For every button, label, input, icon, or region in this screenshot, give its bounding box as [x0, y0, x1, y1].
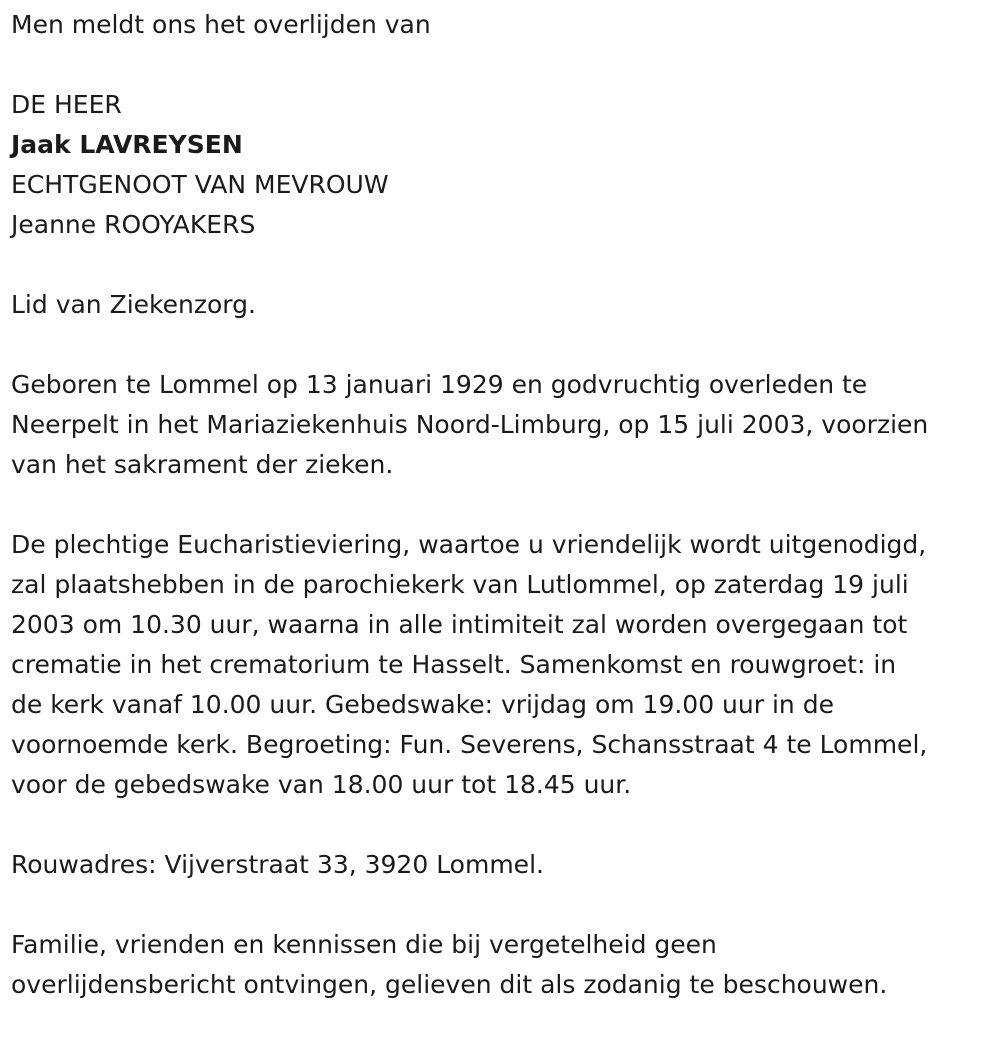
spacer	[11, 485, 996, 525]
intro-text: Men meldt ons het overlijden van	[11, 10, 431, 39]
paragraph-line: 2003 om 10.30 uur, waarna in alle intimiteit zal worden overgegaan tot	[11, 610, 908, 639]
paragraph-line: overlijdensbericht ontvingen, gelieven dit als zodanig te beschouwen.	[11, 970, 888, 999]
spacer	[11, 45, 996, 85]
ceremony-paragraph	[11, 525, 996, 805]
honorific: DE HEER	[11, 90, 122, 119]
mourning-address: Rouwadres: Vijverstraat 33, 3920 Lommel.	[11, 850, 544, 879]
paragraph-line: Neerpelt in het Mariaziekenhuis Noord-Limburg, op 15 juli 2003, voorzien	[11, 410, 929, 439]
spacer	[11, 805, 996, 845]
paragraph-line: voor de gebedswake van 18.00 uur tot 18.45 uur.	[11, 770, 632, 799]
paragraph-line: voornoemde kerk. Begroeting: Fun. Severens, Schansstraat 4 te Lommel,	[11, 730, 928, 759]
death-notice	[11, 5, 996, 1005]
spacer	[11, 885, 996, 925]
paragraph-line: crematie in het crematorium te Hasselt. Samenkomst en rouwgroet: in	[11, 650, 897, 679]
paragraph-line: Geboren te Lommel op 13 januari 1929 en godvruchtig overleden te	[11, 370, 868, 399]
paragraph-line: de kerk vanaf 10.00 uur. Gebedswake: vrijdag om 19.00 uur in de	[11, 690, 834, 719]
deceased-name: Jaak LAVREYSEN	[11, 130, 243, 159]
spouse-name: Jeanne ROOYAKERS	[11, 210, 256, 239]
spacer	[11, 245, 996, 285]
closing-paragraph	[11, 925, 996, 1005]
paragraph-line: zal plaatshebben in de parochiekerk van Lutlommel, op zaterdag 19 juli	[11, 570, 909, 599]
spacer	[11, 325, 996, 365]
birth-death-paragraph	[11, 365, 996, 485]
paragraph-line: De plechtige Eucharistieviering, waartoe u vriendelijk wordt uitgenodigd,	[11, 530, 927, 559]
relation-text: ECHTGENOOT VAN MEVROUW	[11, 170, 389, 199]
paragraph-line: van het sakrament der zieken.	[11, 450, 394, 479]
membership-text: Lid van Ziekenzorg.	[11, 290, 256, 319]
paragraph-line: Familie, vrienden en kennissen die bij vergetelheid geen	[11, 930, 717, 959]
